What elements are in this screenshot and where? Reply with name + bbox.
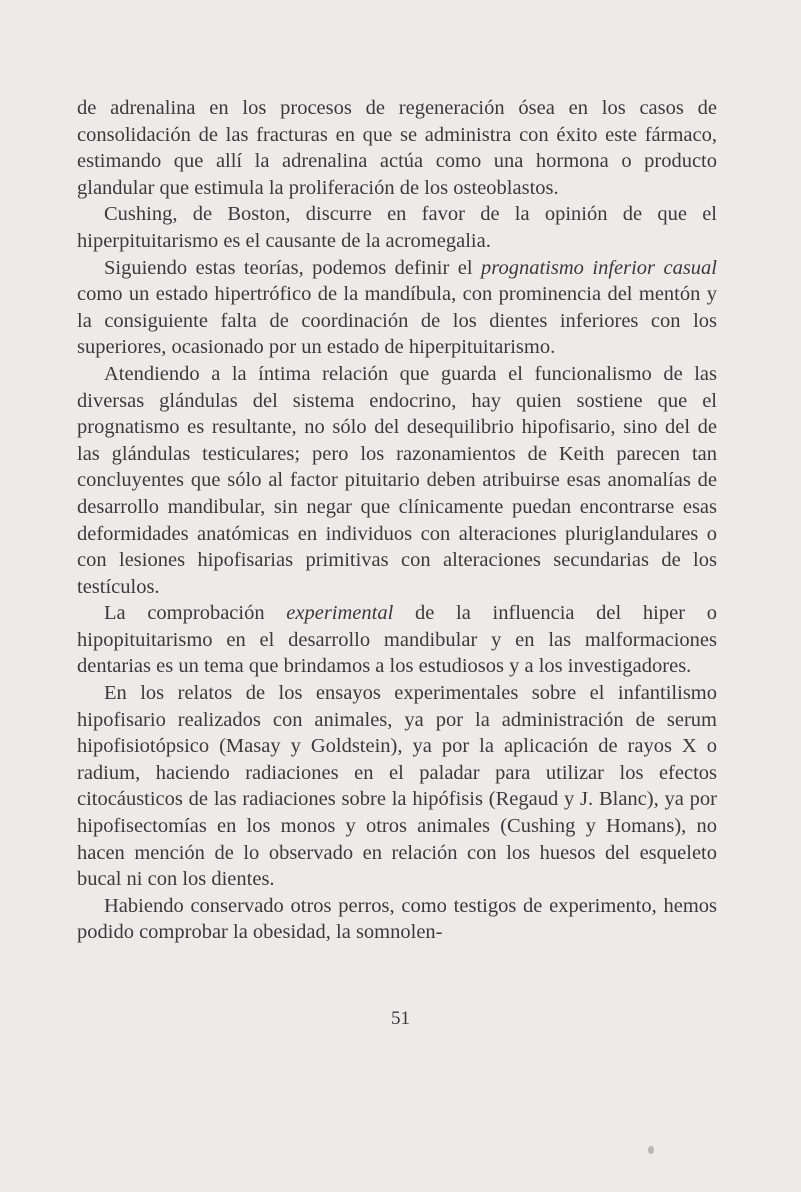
text-run: Cushing, de Boston, discurre en favor de la opinión de que el hiperpituitarismo es el causante de la acromegalia. (77, 203, 717, 252)
paragraph (77, 680, 717, 893)
italic-phrase: prognatismo inferior casual (481, 256, 717, 279)
page-number: 51 (391, 1008, 410, 1029)
text-run: Atendiendo a la íntima relación que guarda el funcionalismo de las diversas glándulas del sistema endocrino, hay quien sostiene que el prognatismo es resultante, no sólo del desequilibrio hipofisario, sino del de las glándulas testiculares; pero los razonamientos de Keith parecen tan concluyentes que sólo al factor pituitario deben atribuirse esas anomalías de desarrollo mandibular, sin negar que clínicamente puedan encontrarse esas deformidades anatómicas en individuos con alteraciones pluriglandulares o con lesiones hipofisarias primitivas con alteraciones secundarias de los testículos. (77, 362, 717, 598)
body-text (77, 95, 717, 946)
paragraph (77, 201, 717, 254)
text-run: En los relatos de los ensayos experimentales sobre el infantilismo hipofisario realizados con animales, ya por la administración de serum hipofisiotópsico (Masay y Goldstein), ya por la aplicación de rayos X o radium, haciendo radiaciones en el paladar para utilizar los efectos citocáusticos de las radiaciones sobre la hipófisis (Regaud y J. Blanc), ya por hipofisectomías en los monos y otros animales (Cushing y Homans), no hacen mención de lo observado en relación con los huesos del esqueleto bucal ni con los dientes. (77, 682, 717, 891)
paragraph (77, 893, 717, 946)
paragraph (77, 361, 717, 600)
paper-speck (648, 1146, 654, 1154)
text-run: de adrenalina en los procesos de regeneración ósea en los casos de consolidación de las fracturas en que se administra con éxito este fármaco, estimando que allí la adrenalina actúa como una hormona o producto glandular que estimula la proliferación de los osteoblastos. (77, 97, 717, 199)
text-run: Habiendo conservado otros perros, como testigos de experimento, hemos podido comprobar la obesidad, la somnolen- (77, 894, 717, 944)
text-run: Siguiendo estas teorías, podemos definir el (104, 256, 482, 279)
text-run: de la influencia del hiper o hipopituitarismo en el desarrollo mandibular y en las malformaciones dentarias es un tema que brindamos a los estudiosos y a los investigadores. (77, 602, 717, 678)
text-run: como un estado hipertrófico de la mandíbula, con prominencia del mentón y la consiguiente falta de coordinación de los dientes inferiores con los superiores, ocasionado por un estado de hiperpituitarismo. (77, 283, 717, 359)
paragraph (77, 600, 717, 680)
paragraph (77, 255, 717, 361)
text-run: La comprobación (104, 602, 287, 625)
paragraph (77, 95, 717, 201)
italic-phrase: experimental (286, 602, 394, 625)
